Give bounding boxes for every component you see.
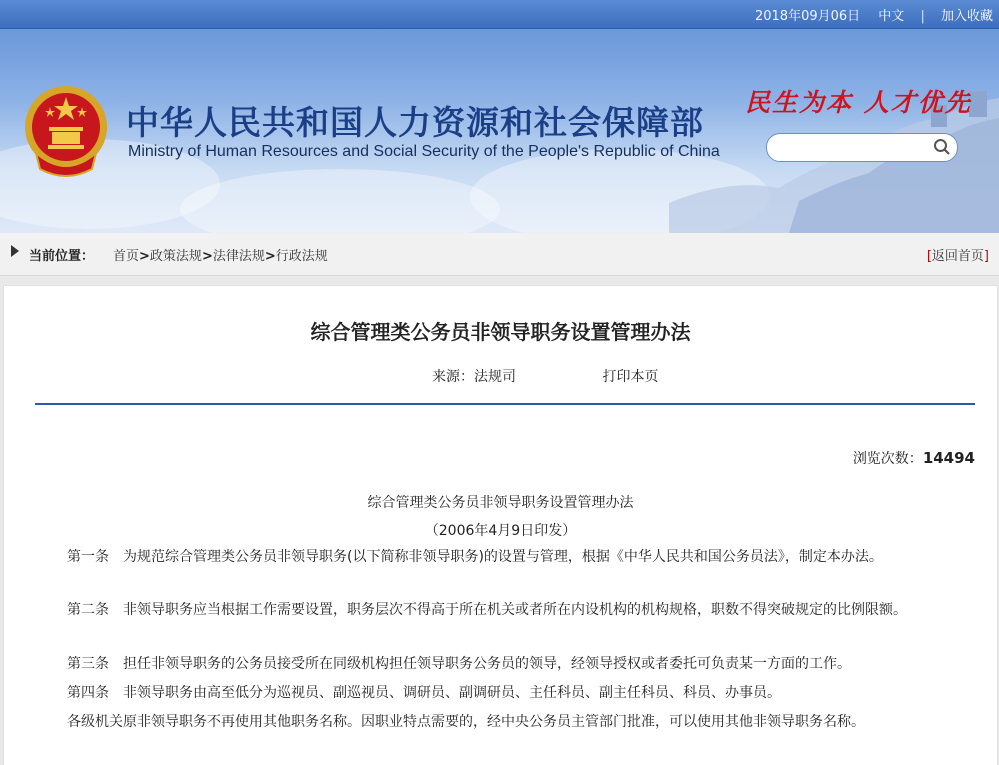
back-home-label[interactable]: 返回首页 <box>931 249 984 264</box>
breadcrumb <box>0 233 999 276</box>
view-counter <box>853 448 975 468</box>
cloud-decoration <box>180 169 500 233</box>
bracket-close: ] <box>983 249 989 264</box>
breadcrumb-item-laws[interactable]: 法律法规 <box>212 249 265 264</box>
article-title: 综合管理类公务员非领导职务设置管理办法 <box>310 320 691 344</box>
back-home-link[interactable] <box>927 245 989 264</box>
article-source: 来源：法规司 <box>432 369 516 385</box>
top-utility-bar <box>0 0 999 29</box>
breadcrumb-item-home[interactable]: 首页 <box>113 249 140 264</box>
language-link[interactable]: 中文 <box>878 9 905 24</box>
site-title-cn: 中华人民共和国人力资源和社会保障部 <box>126 103 704 142</box>
breadcrumb-separator: > <box>264 249 276 264</box>
article-paragraph: 第一条 为规范综合管理类公务员非领导职务(以下简称非领导职务)的设置与管理，根据《中华人民共和国公务员法》，制定本办法。 <box>67 549 883 565</box>
document-issue-date: （2006年4月9日印发） <box>424 523 577 539</box>
site-slogan: 民生为本 人才优先 <box>745 88 972 117</box>
article-paragraph: 第三条 担任非领导职务的公务员接受所在同级机构担任领导职务公务员的领导，经领导授权或者委托可负责某一方面的工作。 <box>67 656 851 672</box>
breadcrumb-trail <box>113 245 328 264</box>
breadcrumb-item-policy[interactable]: 政策法规 <box>149 249 202 264</box>
article-paragraph: 第四条 非领导职务由高至低分为巡视员、副巡视员、调研员、副调研员、主任科员、副主任科员、科员、办事员。 <box>67 685 781 701</box>
article-meta <box>432 366 658 386</box>
article-panel <box>3 285 998 765</box>
breadcrumb-label: 当前位置： <box>29 249 95 264</box>
article-paragraph: 第二条 非领导职务应当根据工作需要设置，职务层次不得高于所在机关或者所在内设机构的机构规格，职数不得突破规定的比例限额。 <box>67 602 907 618</box>
site-title-en: Ministry of Human Resources and Social Security of the People's Republic of China <box>128 143 720 160</box>
national-emblem-icon <box>22 83 110 177</box>
view-count-label: 浏览次数： <box>852 451 923 467</box>
breadcrumb-separator: > <box>139 249 150 264</box>
link-separator: | <box>920 9 925 24</box>
search-icon[interactable] <box>933 138 951 156</box>
header-banner <box>0 29 999 233</box>
top-utility-links <box>755 5 993 24</box>
search-box[interactable] <box>766 133 958 162</box>
current-date: 2018年09月06日 <box>754 9 861 24</box>
add-favorite-link[interactable]: 加入收藏 <box>940 9 993 24</box>
bracket-open: [ <box>926 249 932 264</box>
article-paragraph: 各级机关原非领导职务不再使用其他职务名称。因职业特点需要的，经中央公务员主管部门批准，可以使用其他非领导职务名称。 <box>67 714 865 730</box>
document-title: 综合管理类公务员非领导职务设置管理办法 <box>367 495 634 511</box>
breadcrumb-item-admin-regulations[interactable]: 行政法规 <box>275 249 328 264</box>
title-divider <box>35 403 975 405</box>
breadcrumb-separator: > <box>201 249 213 264</box>
view-count-value: 14494 <box>922 449 975 467</box>
play-arrow-icon <box>11 245 19 257</box>
print-page-link[interactable]: 打印本页 <box>602 369 659 385</box>
